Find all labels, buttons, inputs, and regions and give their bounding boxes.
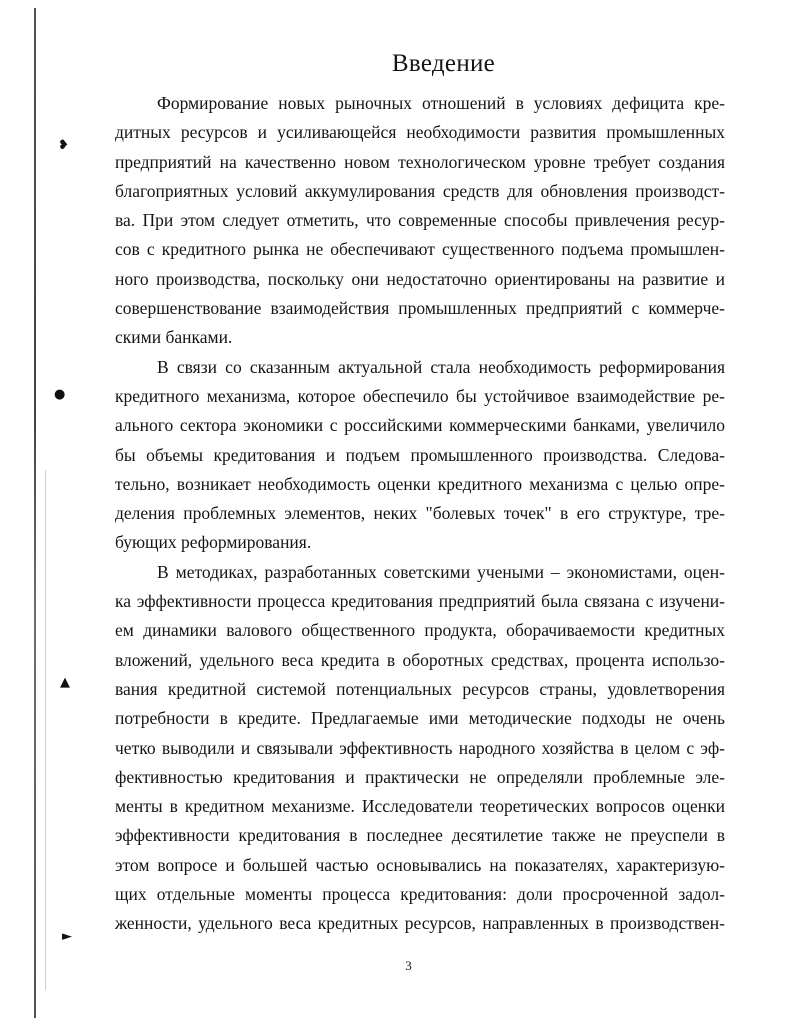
scan-binding-edge [34, 8, 36, 1018]
text-line: В связи со сказанным актуальной стала необходимость реформирования [157, 356, 725, 377]
paragraph [115, 89, 725, 353]
text-line: В методиках, разработанных советскими учеными – экономистами, оцен- [157, 561, 725, 582]
text-line: менты в кредитном механизме. Исследователи теоретических вопросов оценки [115, 796, 725, 817]
text-line: ального сектора экономики с российскими коммерческими банками, увеличило [115, 415, 725, 436]
text-line: благоприятных условий аккумулирования средств для обновления производст- [115, 180, 725, 201]
text-line: потребности в кредите. Предлагаемые ими методические подходы не очень [115, 708, 725, 729]
paragraph [115, 558, 725, 939]
text-line: бующих реформирования. [115, 532, 312, 553]
text-line: четко выводили и связывали эффективность народного хозяйства в целом с эф- [115, 737, 725, 758]
scan-shadow-line [45, 470, 46, 990]
text-line: ка эффективности процесса кредитования предприятий была связана с изучени- [115, 591, 725, 612]
paragraph [115, 353, 725, 558]
text-line: кредитного механизма, которое обеспечило бы устойчивое взаимодействие ре- [115, 385, 725, 406]
scan-mark-icon: ● [54, 387, 66, 402]
text-line: этом вопросе и большей частью основывались на показателях, характеризую- [115, 854, 725, 875]
text-line: предприятий на качественно новом технологическом уровне требует создания [115, 151, 725, 172]
text-line: сов с кредитного рынка не обеспечивают существенного подъема промышлен- [115, 239, 725, 260]
scan-mark-icon: ▲ [60, 675, 70, 690]
text-line: женности, удельного веса кредитных ресурсов, направленных в производствен- [115, 913, 725, 934]
text-line: эффективности кредитования в последнее десятилетие также не преуспели в [115, 825, 725, 846]
text-line: вания кредитной системой потенциальных ресурсов страны, удовлетворения [115, 678, 725, 699]
scan-mark-icon: ❥ [58, 138, 69, 153]
text-line: фективностью кредитования и практически не определяли проблемные эле- [115, 766, 725, 787]
text-line: дитных ресурсов и усиливающейся необходимости развития промышленных [115, 122, 725, 143]
document-body [115, 89, 725, 939]
text-line: скими банками. [115, 327, 233, 348]
text-line: совершенствование взаимодействия промышленных предприятий с коммерче- [115, 298, 725, 319]
text-line: вложений, удельного веса кредита в оборотных средствах, процента использо- [115, 649, 725, 670]
text-line: щих отдельные моменты процесса кредитования: доли просроченной задол- [115, 884, 725, 905]
text-line: бы объемы кредитования и подъем промышленного производства. Следова- [115, 444, 725, 465]
text-line: ного производства, поскольку они недостаточно ориентированы на развитие и [115, 268, 725, 289]
scan-mark-icon: ► [62, 929, 72, 944]
page-number: 3 [405, 958, 412, 973]
text-line: тельно, возникает необходимость оценки кредитного механизма с целью опре- [115, 473, 725, 494]
text-line: ва. При этом следует отметить, что современные способы привлечения ресур- [115, 210, 725, 231]
text-line: ем динамики валового общественного продукта, оборачиваемости кредитных [115, 620, 725, 641]
text-line: деления проблемных элементов, неких "болевых точек" в его структуре, тре- [115, 503, 725, 524]
text-line: Формирование новых рыночных отношений в условиях дефицита кре- [157, 93, 725, 113]
page-title: Введение [391, 50, 496, 77]
